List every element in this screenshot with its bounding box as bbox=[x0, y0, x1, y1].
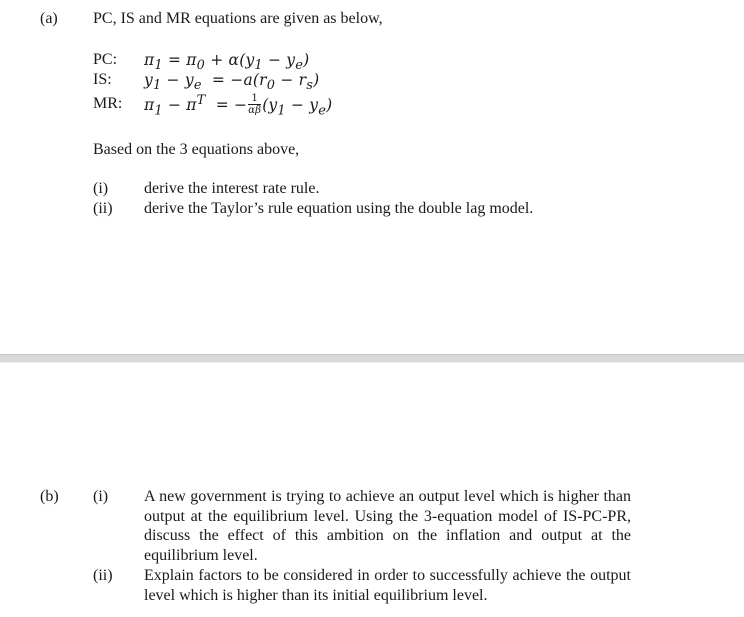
part-a-label: (a) bbox=[40, 10, 58, 27]
task-i-text: derive the interest rate rule. bbox=[144, 180, 320, 197]
fraction-one-over-alpha-beta: $\frac{1}{\alpha\beta}$ bbox=[248, 93, 262, 117]
question-i-text: A new government is trying to achieve an output level which is higher than output at the equilibrium level. Using the 3-equation model of IS-PC-PR, discuss the effect of this ambition on the inflation and output at the equilibrium level. bbox=[144, 488, 631, 564]
mr-equation: $\pi_1 - \pi^T$ = − $\frac{1}{\alpha\beta}$ $(y_1 - y_e)$ bbox=[144, 93, 333, 119]
question-ii-num: (ii) bbox=[93, 567, 113, 584]
part-b-label: (b) bbox=[40, 488, 59, 505]
question-i-num: (i) bbox=[93, 488, 109, 505]
pc-label: PC: bbox=[93, 51, 118, 68]
part-a-intro: PC, IS and MR equations are given as below, bbox=[93, 10, 383, 27]
mr-label: MR: bbox=[93, 95, 123, 112]
task-i-num: (i) bbox=[93, 180, 109, 197]
is-equation: $y_1 - y_e = -a(r_0 - r_s)$ bbox=[144, 71, 320, 94]
task-ii-num: (ii) bbox=[93, 200, 113, 217]
based-on-text: Based on the 3 equations above, bbox=[93, 141, 300, 158]
is-label: IS: bbox=[93, 71, 112, 88]
page-divider bbox=[0, 354, 744, 363]
pc-equation: $\pi_1 = \pi_0 + \alpha(y_1 - y_e)$ bbox=[144, 51, 310, 74]
task-ii-text: derive the Taylor’s rule equation using the double lag model. bbox=[144, 200, 534, 217]
question-ii-text: Explain factors to be considered in order to successfully achieve the output level which is higher than its initial equilibrium level. bbox=[144, 567, 631, 604]
